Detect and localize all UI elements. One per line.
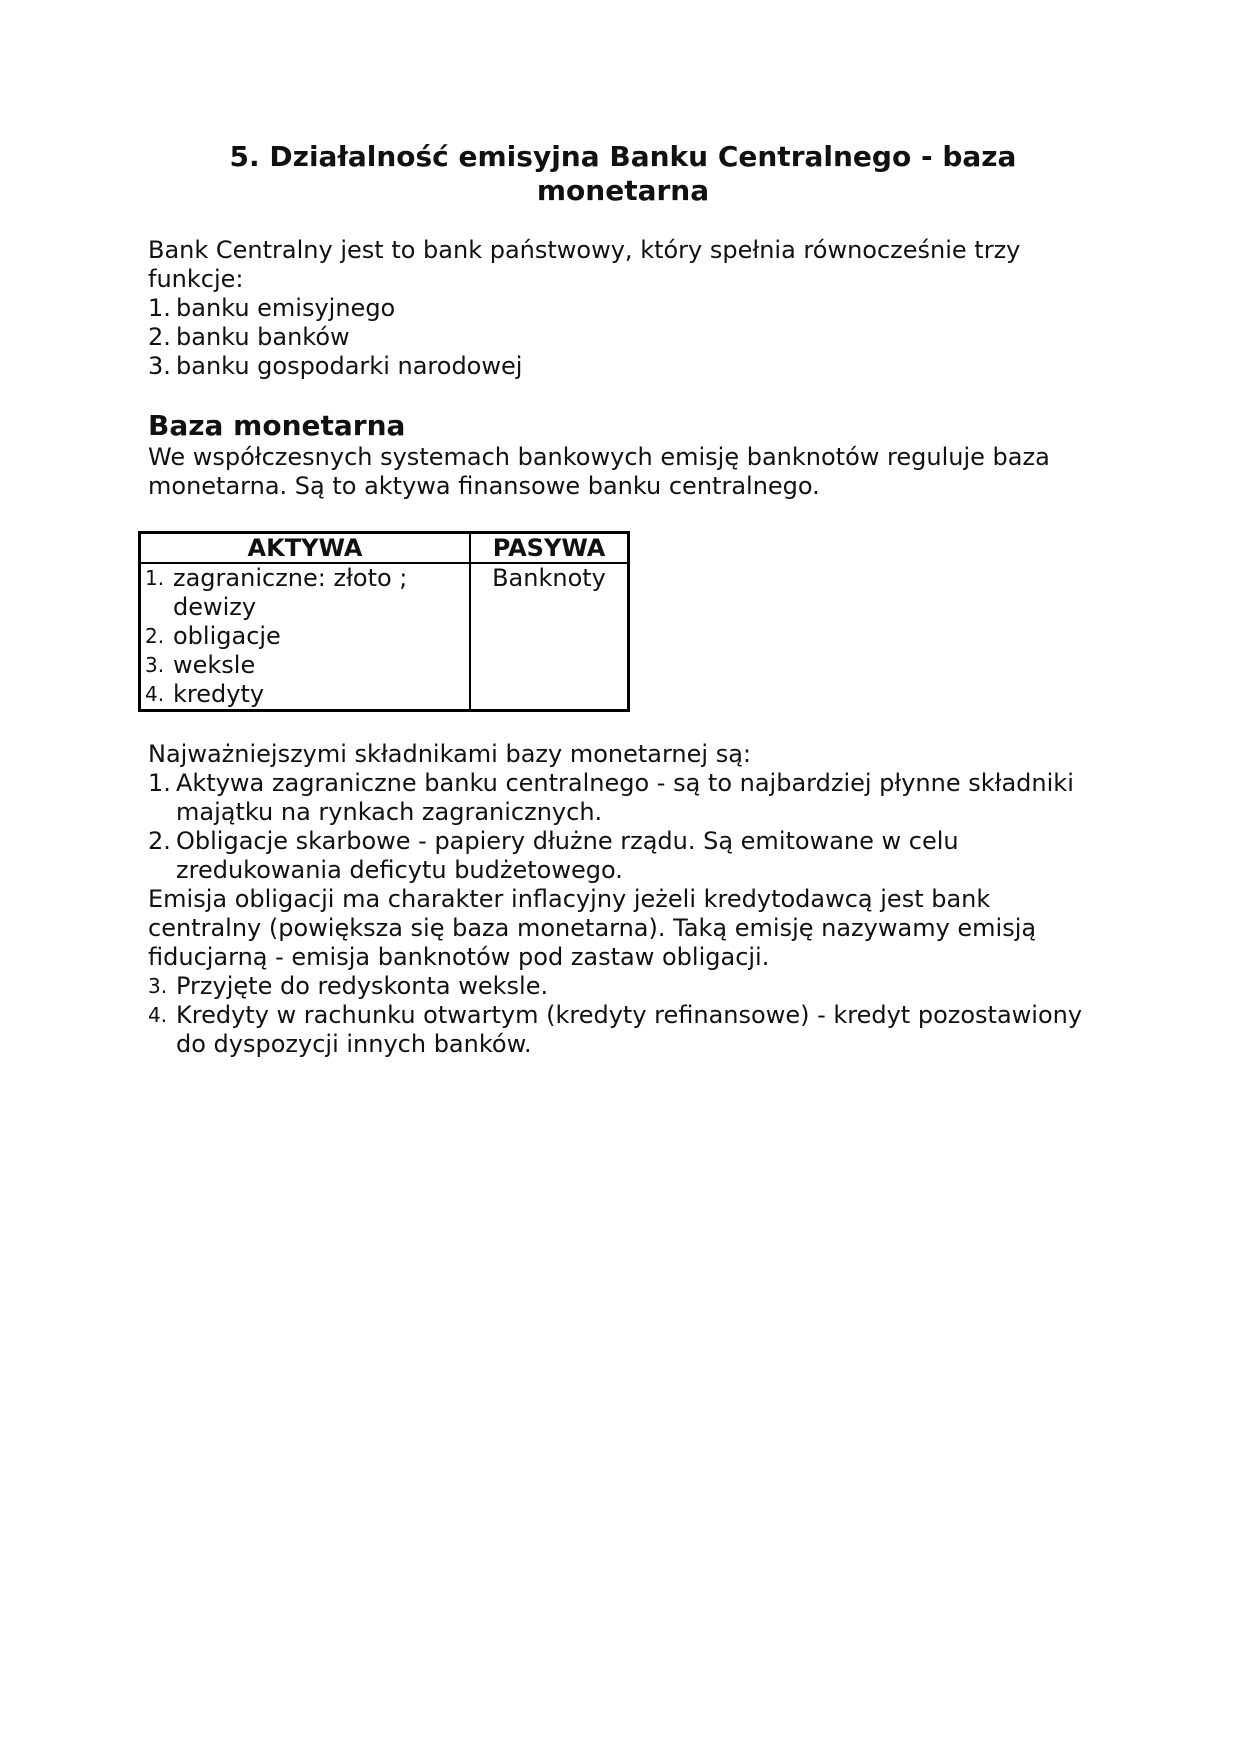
- assets-cell: [140, 563, 471, 711]
- header-assets: AKTYWA: [140, 533, 471, 564]
- list-item: 1. banku emisyjnego: [148, 294, 396, 322]
- liabilities-cell: Banknoty: [470, 563, 629, 711]
- section-heading: Baza monetarna: [148, 409, 406, 442]
- list-item: 3. weksle: [145, 651, 256, 679]
- list-item: 4. kredyty: [145, 680, 265, 708]
- table-row: [140, 563, 629, 711]
- list-item: 2. obligacje: [145, 622, 281, 650]
- list-item: 2. banku banków: [148, 323, 350, 351]
- components-intro: Najważniejszymi składnikami bazy monetarnej są:: [148, 740, 751, 768]
- components-list-a: [148, 769, 1098, 885]
- functions-list: [148, 294, 1098, 381]
- bond-note-paragraph: Emisja obligacji ma charakter inflacyjny jeżeli kredytodawcą jest bank centralny (powiększa się baza monetarna). Taką emisję nazywamy emisją fiducjarną - emisja banknotów pod zastaw obligacji.: [148, 885, 1037, 971]
- intro-paragraph: Bank Centralny jest to bank państwowy, który spełnia równocześnie trzy funkcje:: [148, 236, 1021, 293]
- table-header-row: [140, 533, 629, 564]
- balance-table: [138, 531, 630, 712]
- list-item: 4. Kredyty w rachunku otwartym (kredyty refinansowe) - kredyt pozostawiony do dyspozycji innych banków.: [148, 1001, 1083, 1058]
- document-title: 5. Działalność emisyjna Banku Centralnego - baza monetarna: [229, 140, 1017, 207]
- list-item: 1. zagraniczne: złoto ; dewizy: [145, 564, 408, 621]
- list-item: 2. Obligacje skarbowe - papiery dłużne rządu. Są emitowane w celu zredukowania deficytu budżetowego.: [148, 827, 959, 884]
- list-item: 3. banku gospodarki narodowej: [148, 352, 523, 380]
- section-paragraph: We współczesnych systemach bankowych emisję banknotów reguluje baza monetarna. Są to aktywa finansowe banku centralnego.: [148, 443, 1050, 500]
- document-page: [145, 140, 1098, 1059]
- list-item: 3. Przyjęte do redyskonta weksle.: [148, 972, 549, 1000]
- components-list-b: [148, 972, 1098, 1059]
- header-liabilities: PASYWA: [470, 533, 629, 564]
- list-item: 1. Aktywa zagraniczne banku centralnego - są to najbardziej płynne składniki majątku na rynkach zagranicznych.: [148, 769, 1074, 826]
